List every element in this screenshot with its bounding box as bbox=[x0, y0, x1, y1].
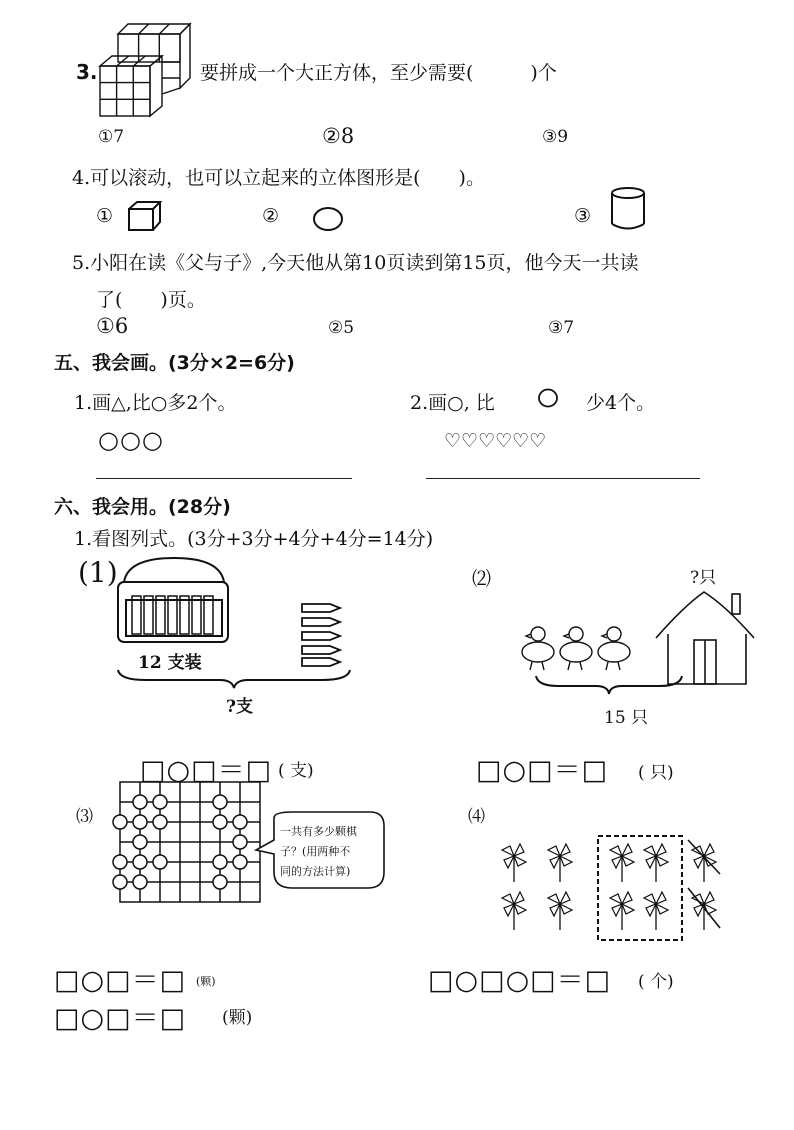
q4-question: 4.可以滚动，也可以立起来的立体图形是( )。 bbox=[72, 167, 485, 189]
p4-equation: □○□○□＝□ bbox=[428, 965, 612, 996]
p1-brace bbox=[116, 668, 352, 690]
ducks-figure bbox=[516, 622, 640, 674]
p1-label: (1) bbox=[78, 556, 118, 589]
q5-option-3: ③7 bbox=[548, 318, 575, 338]
loose-pencils-icon bbox=[298, 600, 342, 668]
s5-item-2-prefix: 2.画○, 比 bbox=[410, 392, 495, 414]
p3-bubble-line-2: 子？(用两种不 bbox=[280, 845, 351, 858]
sphere-icon bbox=[312, 206, 344, 232]
q3-question: 要拼成一个大正方体，至少需要( )个 bbox=[200, 62, 557, 84]
pencil-box-figure bbox=[116, 556, 232, 652]
circle-icon bbox=[537, 388, 559, 408]
s5-item-2-hearts: ♡♡♡♡♡♡ bbox=[444, 430, 547, 452]
p2-label: ⑵ bbox=[472, 568, 492, 590]
p1-total-label: ?支 bbox=[226, 697, 253, 717]
p1-box-label: 12 支装 bbox=[138, 653, 202, 673]
q4-marker-3: ③ bbox=[574, 205, 592, 227]
q3-option-3: ③9 bbox=[542, 127, 569, 147]
q3-number: 3. bbox=[76, 60, 98, 84]
p2-equation: □○□＝□ bbox=[476, 755, 609, 786]
p2-total-label: 15 只 bbox=[604, 708, 649, 728]
q5-option-2: ②5 bbox=[328, 318, 355, 338]
q5-option-1: ①6 bbox=[96, 314, 129, 338]
q4-marker-2: ② bbox=[262, 205, 280, 227]
cylinder-icon bbox=[608, 186, 648, 232]
s5-item-2-suffix: 少4个。 bbox=[586, 392, 656, 414]
p1-equation: □○□＝□ bbox=[140, 755, 273, 786]
p2-house-label: ?只 bbox=[690, 568, 717, 588]
s5-answer-line-1 bbox=[96, 478, 352, 479]
section-6-heading: 六、我会用。(28分) bbox=[54, 496, 231, 518]
house-icon bbox=[654, 588, 758, 688]
section-5-heading: 五、我会画。(3分×2=6分) bbox=[54, 352, 295, 374]
p3-bubble-line-3: 同的方法计算) bbox=[280, 865, 351, 878]
p3-equation-1: □○□＝□ bbox=[54, 965, 187, 996]
p3-label: ⑶ bbox=[76, 807, 93, 827]
q5-line-1: 5.小阳在读《父与子》,今天他从第10页读到第15页，他今天一共读 bbox=[72, 252, 639, 274]
p1-unit: ( 支) bbox=[278, 761, 314, 781]
s5-item-1: 1.画△,比○多2个。 bbox=[74, 392, 237, 414]
p2-brace bbox=[534, 674, 684, 696]
q3-option-1: ①7 bbox=[98, 127, 125, 147]
cube-icon bbox=[127, 200, 163, 232]
p2-unit: ( 只) bbox=[638, 763, 674, 783]
p3-bubble-line-1: 一共有多少颗棋 bbox=[280, 825, 357, 838]
cube-stack-figure bbox=[98, 22, 198, 118]
s5-item-1-circles: ○○○ bbox=[98, 426, 164, 454]
p4-unit: ( 个) bbox=[638, 972, 674, 992]
p4-label: ⑷ bbox=[468, 807, 485, 827]
p3-unit-1: (颗) bbox=[196, 975, 216, 988]
p3-equation-2: □○□＝□ bbox=[54, 1003, 187, 1034]
go-board-figure bbox=[112, 780, 266, 906]
q5-line-2: 了( )页。 bbox=[96, 289, 206, 311]
q3-option-2: ②8 bbox=[322, 124, 355, 148]
s6-item-1: 1.看图列式。(3分+3分+4分+4分=14分) bbox=[74, 528, 434, 550]
p3-unit-2: (颗) bbox=[222, 1008, 253, 1028]
q4-marker-1: ① bbox=[96, 205, 114, 227]
s5-answer-line-2 bbox=[426, 478, 700, 479]
pinwheels-figure bbox=[492, 834, 728, 944]
